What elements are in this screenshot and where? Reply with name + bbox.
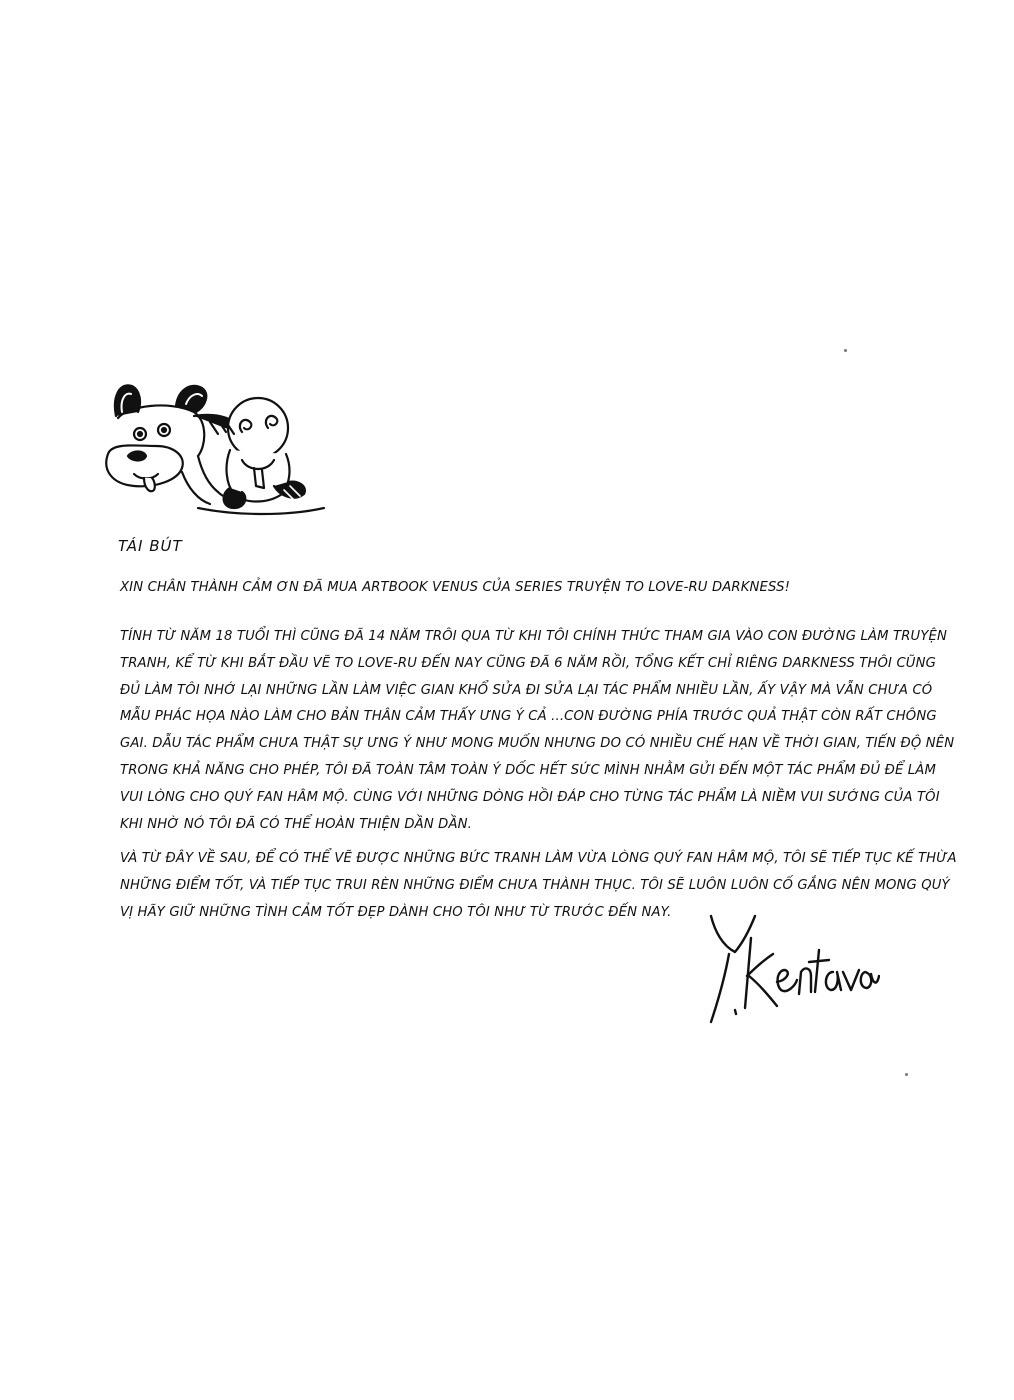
thanks-paragraph: XIN CHÂN THÀNH CẢM ƠN ĐÃ MUA ARTBOOK VENUS CỦA SERIES TRUYỆN TO LOVE-RU DARKNESS!	[120, 580, 791, 595]
postscript-heading: TÁI BÚT	[118, 537, 183, 555]
body-paragraph: TÍNH TỪ NĂM 18 TUỔI THÌ CŨNG ĐÃ 14 NĂM TRÔI QUA TỪ KHI TÔI CHÍNH THỨC THAM GIA VÀO CON ĐƯỜNG LÀM TRUYỆN TRANH, KỂ TỪ KHI BẮT ĐẦU VẼ TO LOVE-RU ĐẾN NAY CŨNG ĐÃ 6 NĂM RỒI, TỔNG KẾT CHỈ RIÊNG DARKNESS THÔI CŨNG ĐỦ LÀM TÔI NHỚ LẠI NHỮNG LẦN LÀM VIỆC GIAN KHỔ SỬA ĐI SỬA LẠI TÁC PHẨM NHIỀU LẦN, ẤY VẬY MÀ VẪN CHƯA CÓ MẪU PHÁC HỌA NÀO LÀM CHO BẢN THÂN CẢM THẤY ƯNG Ý CẢ ...CON ĐƯỜNG PHÍA TRƯỚC QUẢ THẬT CÒN RẤT CHÔNG GAI. DẪU TÁC PHẨM CHƯA THẬT SỰ ƯNG Ý NHƯ MONG MUỐN NHƯNG DO CÓ NHIỀU CHẾ HẠN VỀ THỜI GIAN, TIẾN ĐỘ NÊN TRONG KHẢ NĂNG CHO PHÉP, TÔI ĐÃ TOÀN TÂM TOÀN Ý DỐC HẾT SỨC MÌNH NHẰM GỬI ĐẾN MỘT TÁC PHẨM ĐỦ ĐỂ LÀM VUI LÒNG CHO QUÝ FAN HÂM MỘ. CÙNG VỚI NHỮNG DÒNG HỒI ĐÁP CHO TỪNG TÁC PHẨM LÀ NIỀM VUI SƯỚNG CỦA TÔI KHI NHỜ NÓ TÔI ĐÃ CÓ THỂ HOÀN THIỆN DẦN DẦN.	[120, 629, 955, 832]
dog-and-mascot-illustration	[98, 376, 334, 526]
paper-speck	[905, 1073, 908, 1076]
future-paragraph: VÀ TỪ ĐÂY VỀ SAU, ĐỂ CÓ THỂ VẼ ĐƯỢC NHỮNG BỨC TRANH LÀM VỪA LÒNG QUÝ FAN HÂM MỘ, TÔI SẼ TIẾP TỤC KẾ THỪA NHỮNG ĐIỂM TỐT, VÀ TIẾP TỤC TRUI RÈN NHỮNG ĐIỂM CHƯA THÀNH THỤC. TÔI SẼ LUÔN LUÔN CỐ GẮNG NÊN MONG QUÝ VỊ HÃY GIỮ NHỮNG TÌNH CẢM TỐT ĐẸP DÀNH CHO TÔI NHƯ TỪ TRƯỚC ĐẾN NAY.	[120, 851, 957, 920]
author-signature	[695, 910, 880, 1028]
paper-speck	[844, 349, 847, 352]
